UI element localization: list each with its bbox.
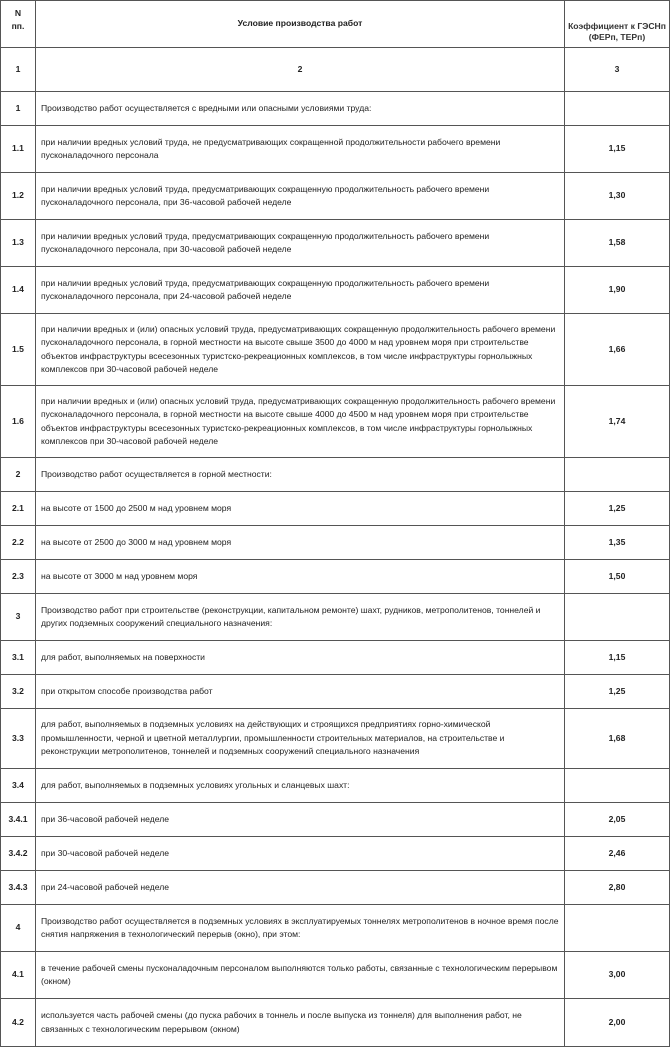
row-condition: Производство работ осуществляется в подземных условиях в эксплуатируемых тоннелях метрополитенов в ночное время после снятия напряжения в технологический перерыв (окно), при этом: — [36, 905, 565, 952]
header-coefficient: Коэффициент к ГЭСНп (ФЕРп, ТЕРп) — [565, 1, 670, 48]
row-condition: на высоте от 3000 м над уровнем моря — [36, 560, 565, 594]
row-coefficient: 1,58 — [565, 220, 670, 267]
table-row — [1, 871, 670, 905]
row-number: 3.4.1 — [1, 803, 36, 837]
table-row — [1, 709, 670, 769]
row-condition: Производство работ осуществляется с вредными или опасными условиями труда: — [36, 92, 565, 126]
row-number: 1 — [1, 92, 36, 126]
row-condition: при 36-часовой рабочей неделе — [36, 803, 565, 837]
row-number: 3.1 — [1, 641, 36, 675]
table-row — [1, 999, 670, 1047]
row-coefficient: 2,80 — [565, 871, 670, 905]
row-number: 1.6 — [1, 386, 36, 458]
column-number: 2 — [36, 48, 565, 92]
row-number: 4 — [1, 905, 36, 952]
row-condition: для работ, выполняемых в подземных условиях на действующих и строящихся предприятиях горно-химической промышленности, черной и цветной металлургии, промышленности строительных материалов, на строительстве и реконструкции метрополитенов, тоннелей и подземных сооружений специального назначения — [36, 709, 565, 769]
row-condition: при открытом способе производства работ — [36, 675, 565, 709]
row-coefficient: 1,66 — [565, 314, 670, 386]
header-condition: Условие производства работ — [36, 1, 565, 48]
row-coefficient: 1,68 — [565, 709, 670, 769]
table-row — [1, 267, 670, 314]
table-row — [1, 458, 670, 492]
row-coefficient: 1,74 — [565, 386, 670, 458]
table-row — [1, 769, 670, 803]
table-row — [1, 675, 670, 709]
row-condition: при наличии вредных и (или) опасных условий труда, предусматривающих сокращенную продолжительность рабочего времени пусконаладочного персонала, в горной местности на высоте свыше 4000 до 4500 м над уровнем моря при строительстве объектов инфраструктуры всесезонных туристско-рекреационных комплексов, в том числе инфраструктуры горнолыжных комплексов при 30-часовой рабочей неделе — [36, 386, 565, 458]
row-coefficient: 1,25 — [565, 675, 670, 709]
row-condition: при наличии вредных и (или) опасных условий труда, предусматривающих сокращенную продолжительность рабочего времени пусконаладочного персонала, в горной местности на высоте свыше 3500 до 4000 м над уровнем моря при строительстве объектов инфраструктуры всесезонных туристско-рекреационных комплексов, в том числе инфраструктуры горнолыжных комплексов при 30-часовой рабочей неделе — [36, 314, 565, 386]
table-row — [1, 560, 670, 594]
table-row — [1, 492, 670, 526]
column-number: 3 — [565, 48, 670, 92]
row-coefficient: 2,46 — [565, 837, 670, 871]
row-coefficient — [565, 769, 670, 803]
row-condition: для работ, выполняемых в подземных условиях угольных и сланцевых шахт: — [36, 769, 565, 803]
row-coefficient: 1,30 — [565, 173, 670, 220]
table-row — [1, 526, 670, 560]
row-number: 1.3 — [1, 220, 36, 267]
row-condition: Производство работ при строительстве (реконструкции, капитальном ремонте) шахт, рудников, метрополитенов, тоннелей и других подземных сооружений специального назначения: — [36, 594, 565, 641]
row-condition: при наличии вредных условий труда, предусматривающих сокращенную продолжительность рабочего времени пусконаладочного персонала, при 24-часовой рабочей неделе — [36, 267, 565, 314]
row-condition: при наличии вредных условий труда, не предусматривающих сокращенной продолжительности рабочего времени пусконаладочного персонала — [36, 126, 565, 173]
table-row — [1, 594, 670, 641]
table-row — [1, 92, 670, 126]
row-number: 4.2 — [1, 999, 36, 1047]
row-condition: в течение рабочей смены пусконаладочным персоналом выполняются только работы, связанные с технологическим перерывом (окном) — [36, 952, 565, 999]
column-number: 1 — [1, 48, 36, 92]
row-coefficient — [565, 458, 670, 492]
table-row — [1, 952, 670, 999]
table-row — [1, 126, 670, 173]
row-coefficient: 1,90 — [565, 267, 670, 314]
header-row — [1, 1, 670, 48]
row-number: 2 — [1, 458, 36, 492]
column-number-row — [1, 48, 670, 92]
row-number: 2.2 — [1, 526, 36, 560]
table-row — [1, 803, 670, 837]
row-number: 2.3 — [1, 560, 36, 594]
row-coefficient: 2,00 — [565, 999, 670, 1047]
row-coefficient — [565, 92, 670, 126]
row-condition: при наличии вредных условий труда, предусматривающих сокращенную продолжительность рабочего времени пусконаладочного персонала, при 30-часовой рабочей неделе — [36, 220, 565, 267]
row-number: 3.4 — [1, 769, 36, 803]
row-coefficient: 1,15 — [565, 641, 670, 675]
row-number: 1.4 — [1, 267, 36, 314]
row-coefficient: 1,35 — [565, 526, 670, 560]
table-row — [1, 905, 670, 952]
row-number: 3 — [1, 594, 36, 641]
row-number: 3.2 — [1, 675, 36, 709]
row-number: 2.1 — [1, 492, 36, 526]
row-condition: для работ, выполняемых на поверхности — [36, 641, 565, 675]
row-condition: на высоте от 1500 до 2500 м над уровнем моря — [36, 492, 565, 526]
row-number: 1.2 — [1, 173, 36, 220]
table-row — [1, 386, 670, 458]
row-number: 4.1 — [1, 952, 36, 999]
row-condition: при 24-часовой рабочей неделе — [36, 871, 565, 905]
row-coefficient: 3,00 — [565, 952, 670, 999]
row-number: 3.4.2 — [1, 837, 36, 871]
row-condition: при наличии вредных условий труда, предусматривающих сокращенную продолжительность рабочего времени пусконаладочного персонала, при 36-часовой рабочей неделе — [36, 173, 565, 220]
table-row — [1, 641, 670, 675]
table-row — [1, 173, 670, 220]
row-condition: при 30-часовой рабочей неделе — [36, 837, 565, 871]
table-row — [1, 220, 670, 267]
header-num: N пп. — [1, 1, 36, 48]
row-coefficient: 1,25 — [565, 492, 670, 526]
row-number: 3.3 — [1, 709, 36, 769]
row-coefficient: 1,15 — [565, 126, 670, 173]
row-condition: используется часть рабочей смены (до пуска рабочих в тоннель и после выпуска из тоннеля) для выполнения работ, не связанных с технологическим перерывом (окном) — [36, 999, 565, 1047]
row-coefficient — [565, 905, 670, 952]
table-row — [1, 314, 670, 386]
row-number: 1.5 — [1, 314, 36, 386]
row-coefficient — [565, 594, 670, 641]
row-number: 3.4.3 — [1, 871, 36, 905]
row-number: 1.1 — [1, 126, 36, 173]
row-condition: на высоте от 2500 до 3000 м над уровнем моря — [36, 526, 565, 560]
row-condition: Производство работ осуществляется в горной местности: — [36, 458, 565, 492]
table-row — [1, 837, 670, 871]
row-coefficient: 1,50 — [565, 560, 670, 594]
row-coefficient: 2,05 — [565, 803, 670, 837]
